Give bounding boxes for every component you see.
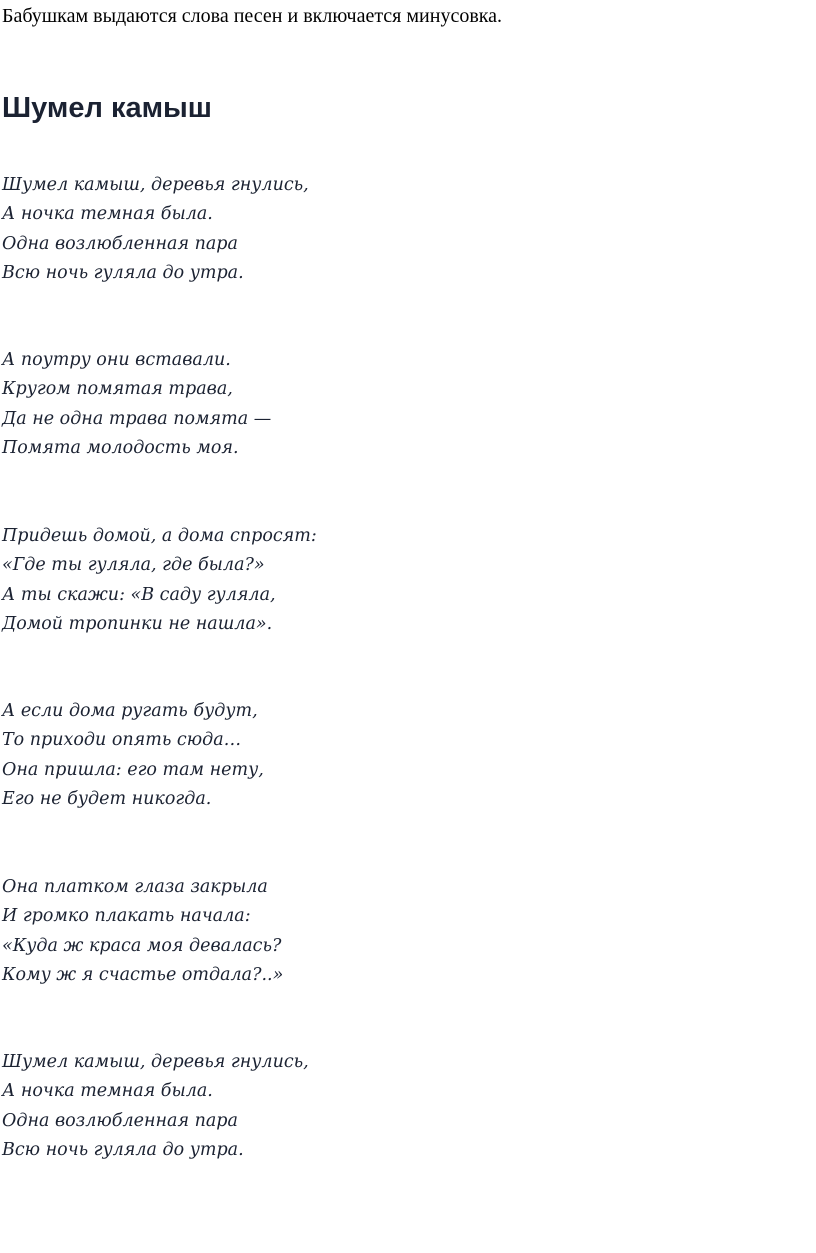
song-title: Шумел камыш xyxy=(2,92,212,124)
stanza-3 xyxy=(2,522,317,639)
lyric-line: Одна возлюбленная пара xyxy=(2,1110,238,1131)
lyric-line: Она пришла: его там нету, xyxy=(2,759,264,780)
lyric-line: И громко плакать начала: xyxy=(2,906,251,927)
lyric-line: Кому ж я счастье отдала?..» xyxy=(2,964,284,985)
stanza-5 xyxy=(2,873,283,990)
lyric-line: Одна возлюбленная пара xyxy=(2,233,238,254)
lyric-line: А ночка темная была. xyxy=(2,204,213,225)
lyric-line: Его не будет никогда. xyxy=(2,788,212,809)
lyric-line: А ты скажи: «В саду гуляла, xyxy=(2,584,276,605)
lyric-line: Всю ночь гуляла до утра. xyxy=(2,262,244,283)
stanza-1 xyxy=(2,171,309,288)
lyric-line: Шумел камыш, деревья гнулись, xyxy=(2,1052,309,1072)
lyric-line: Кругом помятая трава, xyxy=(2,379,233,400)
lyric-line: Всю ночь гуляла до утра. xyxy=(2,1139,244,1160)
stanza-4 xyxy=(2,697,264,814)
lyric-line: «Куда ж краса моя девалась? xyxy=(2,935,282,956)
lyric-line: А если дома ругать будут, xyxy=(2,701,258,721)
lyric-line: Шумел камыш, деревья гнулись, xyxy=(2,175,309,195)
lyric-line: «Где ты гуляла, где была?» xyxy=(2,555,265,576)
lyric-line: Она платком глаза закрыла xyxy=(2,877,268,897)
lyric-line: А поутру они вставали. xyxy=(2,350,231,370)
lyric-line: Да не одна трава помята — xyxy=(2,408,272,429)
lyric-line: То приходи опять сюда… xyxy=(2,730,242,751)
lyric-line: Придешь домой, а дома спросят: xyxy=(2,526,317,546)
lyric-line: А ночка темная была. xyxy=(2,1081,213,1102)
lyric-line: Помята молодость моя. xyxy=(2,437,239,458)
intro-text: Бабушкам выдаются слова песен и включается минусовка. xyxy=(2,5,503,27)
stanza-6 xyxy=(2,1048,309,1165)
stanza-2 xyxy=(2,346,271,463)
lyric-line: Домой тропинки не нашла». xyxy=(2,613,273,634)
